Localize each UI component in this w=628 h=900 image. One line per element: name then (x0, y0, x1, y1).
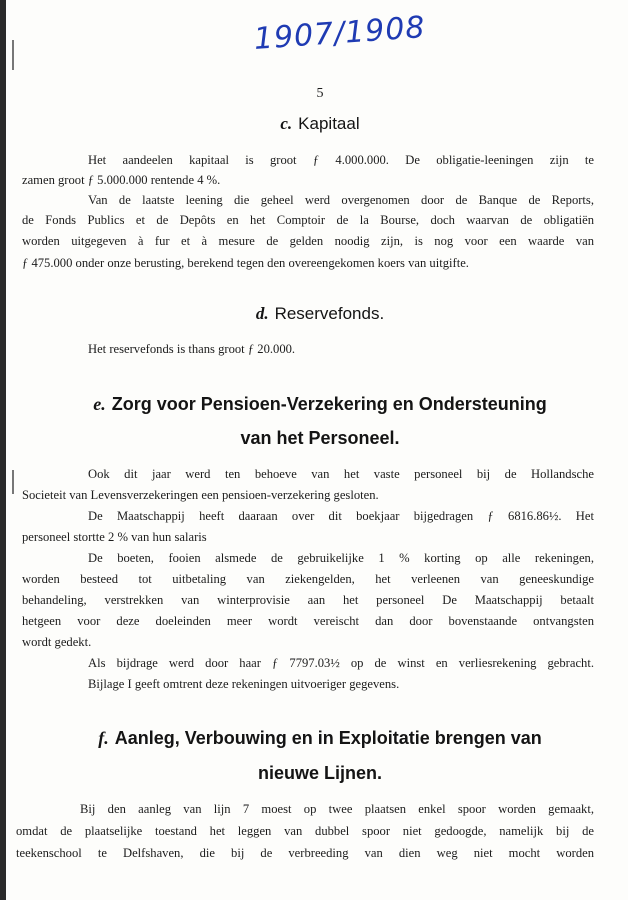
section-d-heading (6, 304, 628, 324)
section-letter: e. (93, 394, 106, 414)
paragraph-line: Bijlage I geeft omtrent deze rekeningen uitvoeriger gegevens. (88, 677, 400, 691)
paragraph-line: Het reservefonds is thans groot ƒ 20.000. (88, 342, 296, 356)
section-letter: d. (255, 304, 269, 323)
section-f-heading (6, 728, 628, 749)
section-letter: c. (280, 114, 293, 133)
paragraph-line: wordt gedekt. (22, 635, 92, 649)
section-e-heading-continued: van het Personeel. (240, 428, 400, 448)
paragraph-line: Het aandeelen kapitaal is groot ƒ 4.000.000. De obligatie-leeningen zijn te (88, 153, 594, 167)
scan-edge-mark (12, 40, 14, 70)
section-c-heading (6, 114, 628, 134)
paragraph-line: personeel stortte 2 % van hun salaris (22, 530, 207, 544)
paragraph-line: behandeling, verstrekken van winterprovisie aan het personeel De Maatschappij betaalt (22, 593, 594, 607)
handwritten-annotation: 1907/1908 (252, 10, 427, 57)
section-title: Kapitaal (298, 114, 360, 133)
page-number: 5 (316, 86, 324, 101)
paragraph-line: worden besteed tot uitbetaling van ziekengelden, het verleenen van geneeskundige (22, 572, 594, 586)
paragraph-line: omdat de plaatselijke toestand het leggen van dubbel spoor niet gedoogde, namelijk bij de (16, 824, 594, 838)
paragraph-line: De boeten, fooien alsmede de gebruikelijke 1 % korting op alle rekeningen, (88, 551, 594, 565)
paragraph-line: teekenschool te Delfshaven, die bij de verbreeding van dien weg niet mocht worden (16, 846, 594, 860)
paragraph-line: De Maatschappij heeft daaraan over dit boekjaar bijgedragen ƒ 6816.86½. Het (88, 509, 594, 523)
scan-edge-mark (12, 470, 14, 494)
section-title: Aanleg, Verbouwing en in Exploitatie brengen van (114, 728, 542, 748)
section-e-heading (6, 394, 628, 415)
paragraph-line: Bij den aanleg van lijn 7 moest op twee plaatsen enkel spoor worden gemaakt, (80, 802, 594, 816)
paragraph-line: zamen groot ƒ 5.000.000 rentende 4 %. (22, 173, 221, 187)
section-title: Zorg voor Pensioen-Verzekering en Ondersteuning (111, 394, 547, 414)
paragraph-line: Ook dit jaar werd ten behoeve van het vaste personeel bij de Hollandsche (88, 467, 594, 481)
paragraph-line: Van de laatste leening die geheel werd overgenomen door de Banque de Reports, (88, 193, 594, 207)
section-letter: f. (98, 728, 109, 748)
paragraph-line: ƒ 475.000 onder onze berusting, berekend tegen den overeengekomen koers van uitgifte. (22, 256, 469, 270)
paragraph-line: hetgeen voor deze doeleinden meer wordt vereischt dan door bovenstaande ontvangsten (22, 614, 594, 628)
section-f-heading-continued: nieuwe Lijnen. (257, 763, 382, 783)
paragraph-line: Als bijdrage werd door haar ƒ 7797.03½ op de winst en verliesrekening gebracht. (88, 656, 594, 670)
paragraph-line: de Fonds Publics et de Depôts en het Comptoir de la Bourse, doch waarvan de obligatiën (22, 213, 594, 227)
section-title: Reservefonds. (274, 304, 385, 323)
paragraph-line: worden uitgegeven à fur et à mesure de gelden noodig zijn, is nog voor een waarde van (22, 234, 594, 248)
paragraph-line: Societeit van Levensverzekeringen een pensioen-verzekering gesloten. (22, 488, 379, 502)
